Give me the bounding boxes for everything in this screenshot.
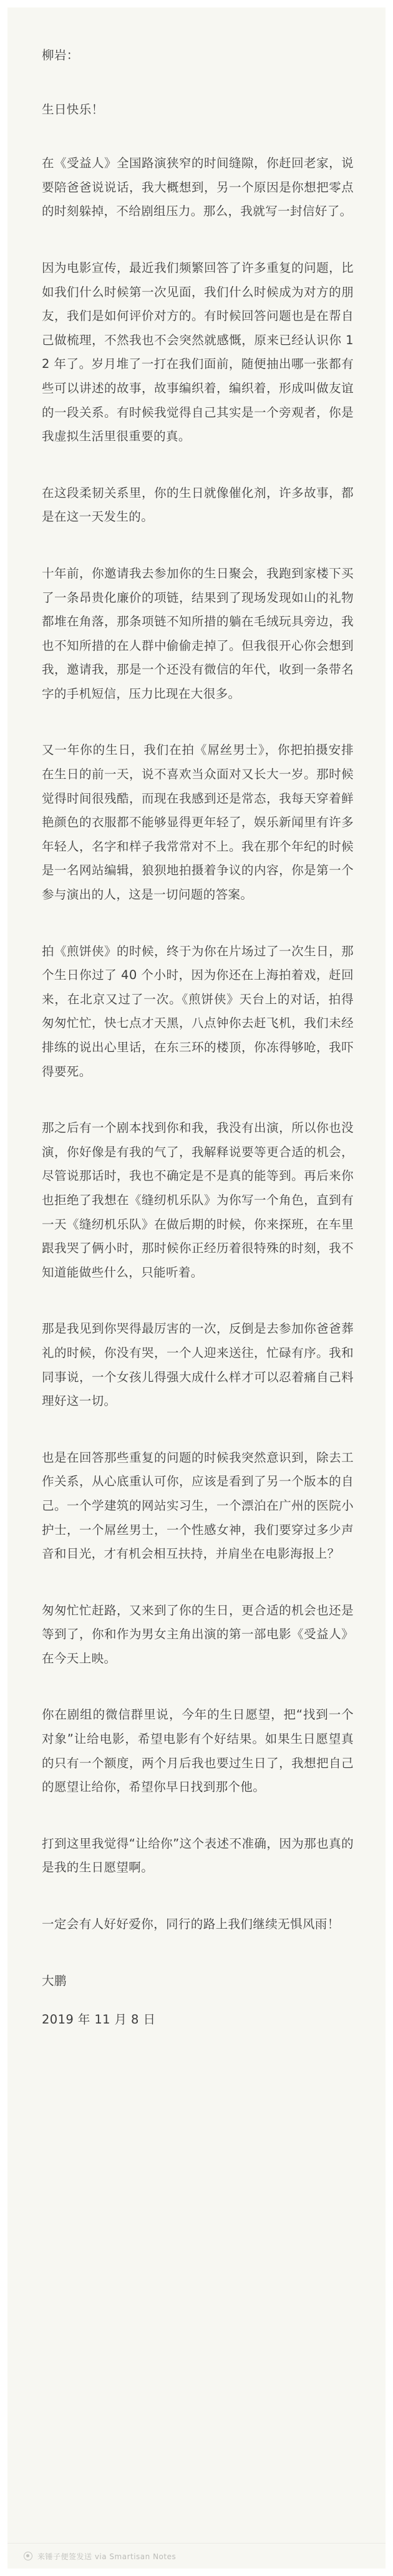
letter-paragraph: 也是在回答那些重复的问题的时候我突然意识到，除去工作关系，从心底重认可你，应该是看到了另一个版本的自己。一个学建筑的网站实习生，一个漂泊在广州的医院小护士，一个屌丝男士，一个性感女神，我们要穿过多少声音和目光，才有机会相互扶持，并肩坐在电影海报上？ — [42, 1450, 354, 1561]
letter-paragraph: 十年前，你邀请我去参加你的生日聚会，我跑到家楼下买了一条昂贵化廉价的项链，结果到了现场发现如山的礼物都堆在角落，那条项链不知所措的躺在毛绒玩具旁边，我也不知所措的在人群中偷偷走掉了。但我很开心你会想到我，邀请我，那是一个还没有微信的年代，收到一条带名字的手机短信，压力比现在大很多。 — [42, 566, 354, 701]
letter-greeting: 生日快乐！ — [42, 102, 104, 117]
letter-paragraph: 那之后有一个剧本找到你和我，我没有出演，所以你也没演，你好像是有我的气了，我解释说要等更合适的机会，尽管说那话时，我也不确定是不是真的能等到。再后来你也拒绝了我想在《缝纫机乐队》为你写一个角色，直到有一天《缝纫机乐队》在做后期的时候，你来探班，在车里跟我哭了俩小时，那时候你正经历着很特殊的时刻，我不知道能做些什么，只能听着。 — [42, 1121, 354, 1280]
letter-body — [42, 44, 354, 2032]
footer — [7, 2543, 386, 2569]
letter-paragraph: 在《受益人》全国路演狭窄的时间缝隙，你赶回老家，说要陪爸爸说说话，我大概想到，另一个原因是你想把零点的时刻躲掉，不给剧组压力。那么，我就写一封信好了。 — [42, 156, 354, 219]
letter-date: 2019 年 11 月 8 日 — [42, 2012, 156, 2027]
letter-paragraph: 在这段柔韧关系里，你的生日就像催化剂，许多故事，都是在这一天发生的。 — [42, 485, 354, 524]
letter-paragraph: 拍《煎饼侠》的时候，终于为你在片场过了一次生日，那个生日你过了 40 个小时，因为你还在上海拍着戏，赶回来，在北京又过了一次。《煎饼侠》天台上的对话，拍得匆匆忙忙，快七点才天黑，八点钟你去赶飞机，我们未经排练的说出心里话，在东三环的楼顶，你冻得够呛，我吓得要死。 — [42, 943, 354, 1079]
letter-paragraph: 那是我见到你哭得最厉害的一次，反倒是去参加你爸爸葬礼的时候，你没有哭，一个人迎来送往，忙碌有序。我和同事说，一个女孩儿得强大成什么样才可以忍着痛自己料理好这一切。 — [42, 1321, 354, 1409]
letter-paragraph: 匆匆忙忙赶路，又来到了你的生日，更合适的机会也还是等到了，你和作为男女主角出演的第一部电影《受益人》在今天上映。 — [42, 1603, 354, 1666]
letter-paragraph: 因为电影宣传，最近我们频繁回答了许多重复的问题，比如我们什么时候第一次见面，我们什么时候成为对方的朋友，我们是如何评价对方的。有时候回答问题也是在帮自己做梳理，不然我也不会突然就感慨，原来已经认识你 12 年了。岁月堆了一打在我们面前，随便抽出哪一张都有些可以讲述的故事，故事编织着，编织着，形成叫做友谊的一段关系。有时候我觉得自己其实是一个旁观者，你是我虚拟生活里很重要的真。 — [42, 260, 354, 444]
letter-paragraph: 打到这里我觉得“让给你”这个表述不准确，因为那也真的是我的生日愿望啊。 — [42, 1836, 354, 1875]
letter-paragraph: 又一年你的生日，我们在拍《屌丝男士》，你把拍摄安排在生日的前一天，说不喜欢当众面对又长大一岁。那时候觉得时间很残酷，而现在我感到还是常态，我每天穿着鲜艳颜色的衣服都不能够显得更年轻了，娱乐新闻里有许多年轻人，名字和样子我常常对不上。我在那个年纪的时候是一名网站编辑，狼狈地拍摄着争议的内容，你是第一个参与演出的人，这是一切问题的答案。 — [42, 743, 354, 902]
note-page — [7, 7, 386, 2569]
letter-signature: 大鹏 — [42, 1973, 67, 1988]
letter-salutation: 柳岩： — [42, 48, 79, 62]
sesame-notes-logo-icon — [24, 2552, 32, 2560]
footer-text: 来锤子便签发送 via Smartisan Notes — [37, 2552, 177, 2561]
letter-paragraph: 一定会有人好好爱你，同行的路上我们继续无惧风雨！ — [42, 1917, 340, 1932]
letter-paragraph: 你在剧组的微信群里说，今年的生日愿望，把“找到一个对象”让给电影，希望电影有个好结果。如果生日愿望真的只有一个额度，两个月后我也要过生日了，我想把自己的愿望让给你，希望你早日找到那个他。 — [42, 1707, 354, 1795]
